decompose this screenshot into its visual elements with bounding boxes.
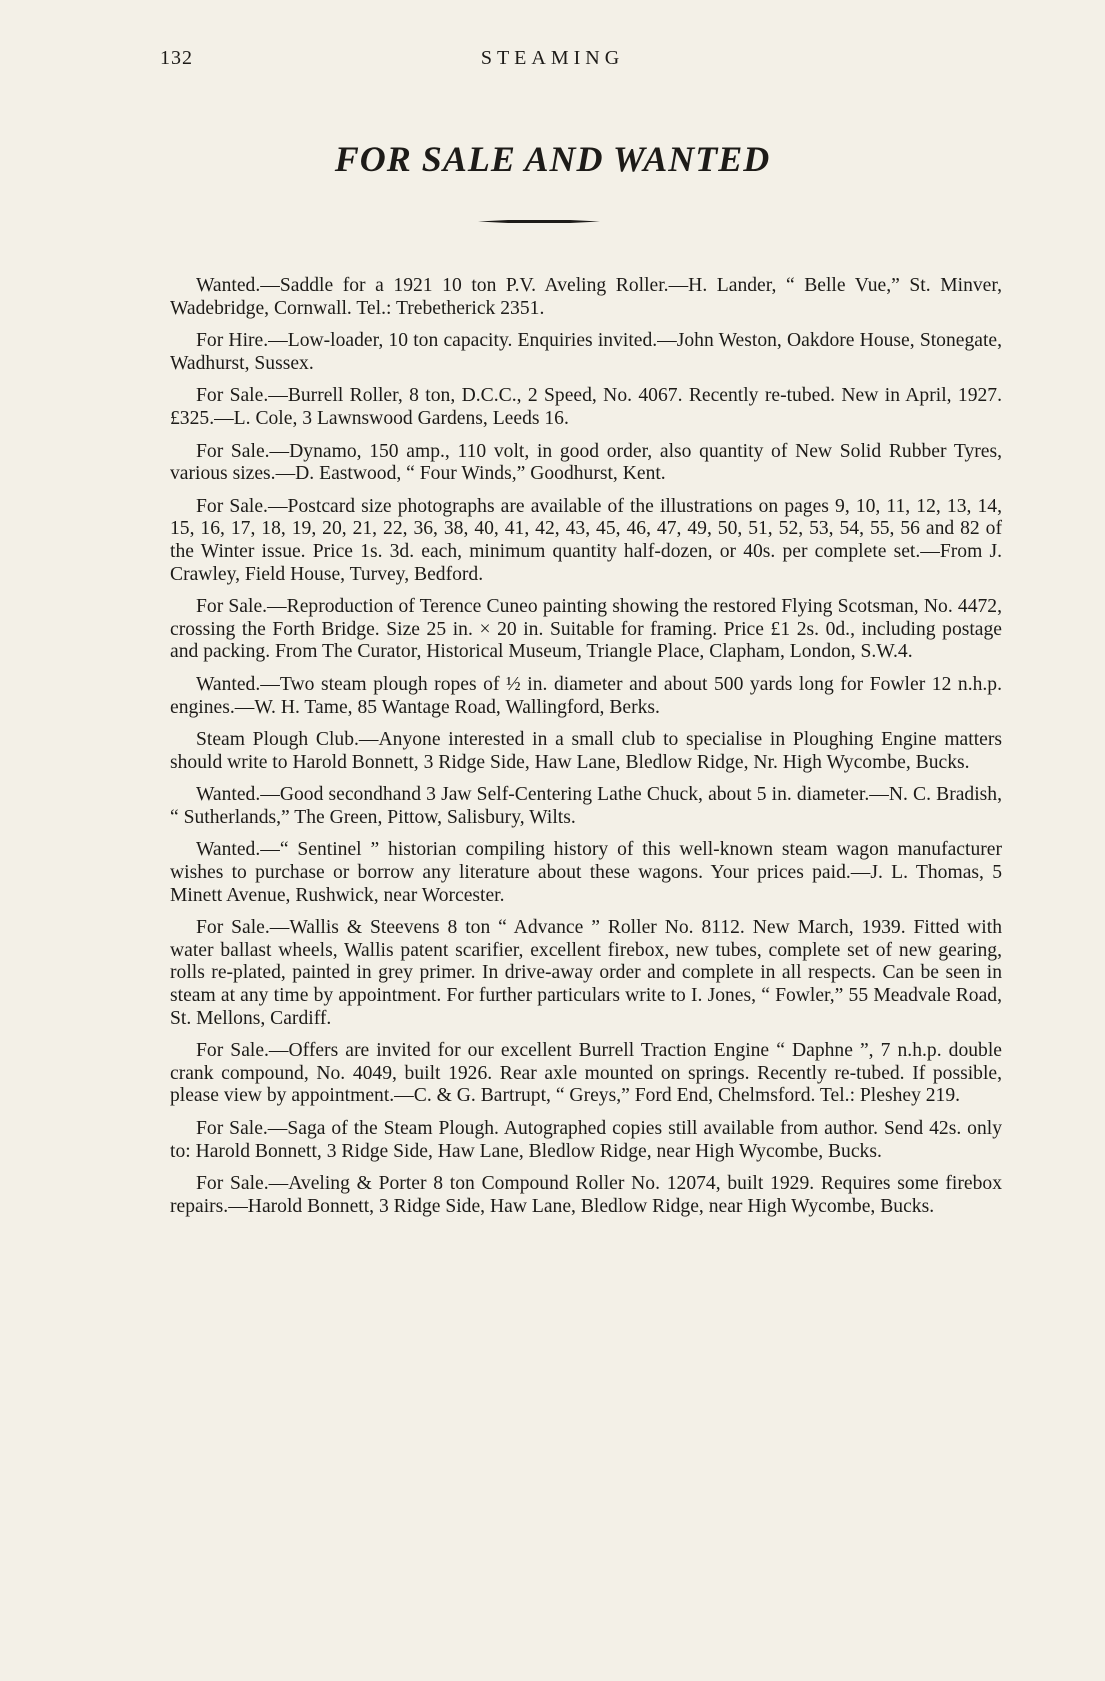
listing-item: For Sale.—Offers are invited for our excellent Burrell Traction Engine “ Daphne ”, 7 n.h.p. double crank compound, No. 4049, built 1926. Rear axle mounted on springs. Recently re-tubed. If possible, please view by appointment.—C. & G. Bartrupt, “ Greys,” Ford End, Chelmsford. Tel.: Pleshey 219. bbox=[170, 1040, 1002, 1107]
listing-item: Wanted.—“ Sentinel ” historian compiling history of this well-known steam wagon manufacturer wishes to purchase or borrow any literature about these wagons. Your prices paid.—J. L. Thomas, 5 Minett Avenue, Rushwick, near Worcester. bbox=[170, 839, 1002, 906]
classified-listings bbox=[170, 275, 1002, 1228]
listing-item: For Sale.—Burrell Roller, 8 ton, D.C.C., 2 Speed, No. 4067. Recently re-tubed. New in April, 1927. £325.—L. Cole, 3 Lawnswood Gardens, Leeds 16. bbox=[170, 385, 1002, 429]
title-divider bbox=[478, 219, 600, 224]
listing-item: For Sale.—Wallis & Steevens 8 ton “ Advance ” Roller No. 8112. New March, 1939. Fitted with water ballast wheels, Wallis patent scarifier, excellent firebox, new tubes, complete set of new gearing, rolls re-plated, painted in grey primer. In drive-away order and complete in all respects. Can be seen in steam at any time by appointment. For further particulars write to I. Jones, “ Fowler,” 55 Meadvale Road, St. Mellons, Cardiff. bbox=[170, 917, 1002, 1029]
running-title: STEAMING bbox=[480, 47, 625, 69]
listing-item: For Sale.—Saga of the Steam Plough. Autographed copies still available from author. Send 42s. only to: Harold Bonnett, 3 Ridge Side, Haw Lane, Bledlow Ridge, near High Wycombe, Bucks. bbox=[170, 1118, 1002, 1162]
listing-item: Wanted.—Good secondhand 3 Jaw Self-Centering Lathe Chuck, about 5 in. diameter.—N. C. Bradish, “ Sutherlands,” The Green, Pittow, Salisbury, Wilts. bbox=[170, 784, 1002, 828]
listing-item: For Sale.—Postcard size photographs are available of the illustrations on pages 9, 10, 11, 12, 13, 14, 15, 16, 17, 18, 19, 20, 21, 22, 36, 38, 40, 41, 42, 43, 45, 46, 47, 49, 50, 51, 52, 53, 54, 55, 56 and 82 of the Winter issue. Price 1s. 3d. each, minimum quantity half-dozen, or 40s. per complete set.—From J. Crawley, Field House, Turvey, Bedford. bbox=[170, 495, 1002, 585]
listing-item: For Sale.—Aveling & Porter 8 ton Compound Roller No. 12074, built 1929. Requires some firebox repairs.—Harold Bonnett, 3 Ridge Side, Haw Lane, Bledlow Ridge, near High Wycombe, Bucks. bbox=[170, 1173, 1002, 1217]
listing-item: Wanted.—Saddle for a 1921 10 ton P.V. Aveling Roller.—H. Lander, “ Belle Vue,” St. Minver, Wadebridge, Cornwall. Tel.: Trebetherick 2351. bbox=[170, 275, 1002, 319]
page-number: 132 bbox=[160, 47, 193, 69]
section-title: FOR SALE AND WANTED bbox=[334, 139, 771, 179]
listing-item: For Hire.—Low-loader, 10 ton capacity. Enquiries invited.—John Weston, Oakdore House, Stonegate, Wadhurst, Sussex. bbox=[170, 330, 1002, 374]
listing-item: For Sale.—Reproduction of Terence Cuneo painting showing the restored Flying Scotsman, No. 4472, crossing the Forth Bridge. Size 25 in. × 20 in. Suitable for framing. Price £1 2s. 0d., including postage and packing. From The Curator, Historical Museum, Triangle Place, Clapham, London, S.W.4. bbox=[170, 596, 1002, 663]
listing-item: For Sale.—Dynamo, 150 amp., 110 volt, in good order, also quantity of New Solid Rubber Tyres, various sizes.—D. Eastwood, “ Four Winds,” Goodhurst, Kent. bbox=[170, 440, 1002, 485]
listing-item: Steam Plough Club.—Anyone interested in a small club to specialise in Ploughing Engine matters should write to Harold Bonnett, 3 Ridge Side, Haw Lane, Bledlow Ridge, Nr. High Wycombe, Bucks. bbox=[170, 729, 1002, 773]
listing-item: Wanted.—Two steam plough ropes of ½ in. diameter and about 500 yards long for Fowler 12 n.h.p. engines.—W. H. Tame, 85 Wantage Road, Wallingford, Berks. bbox=[170, 673, 1002, 718]
